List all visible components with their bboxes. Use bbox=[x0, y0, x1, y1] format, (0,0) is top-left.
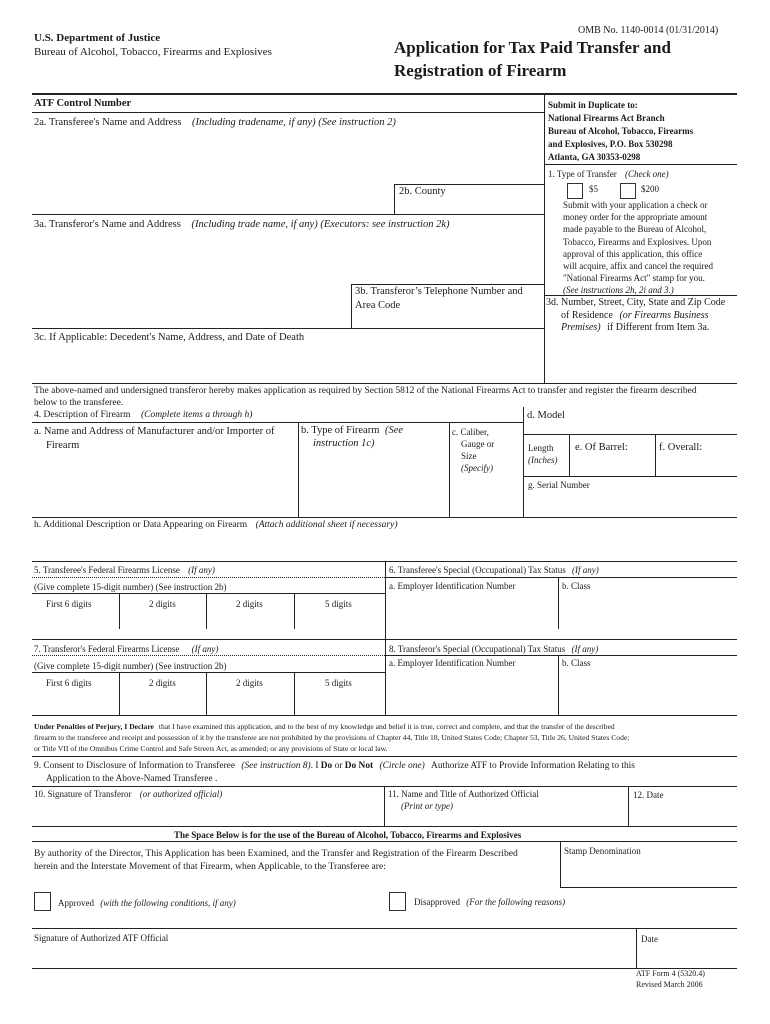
item-12-input[interactable] bbox=[632, 802, 734, 824]
perjury-top bbox=[32, 715, 737, 716]
item-7-sub-bottom bbox=[32, 672, 385, 673]
item-7-col-2: 2 digits bbox=[149, 678, 176, 688]
item-11-note: (Print or type) bbox=[401, 801, 453, 811]
submit-line2: National Firearms Act Branch bbox=[548, 113, 665, 123]
item-4e-input[interactable] bbox=[572, 456, 654, 474]
item-10-input[interactable] bbox=[36, 802, 380, 824]
item-4a-input[interactable] bbox=[36, 454, 294, 514]
atf-date-input[interactable] bbox=[640, 946, 734, 966]
approved-label: Approved (with the following conditions, if any) bbox=[58, 898, 236, 908]
disapproved-checkbox[interactable] bbox=[389, 892, 406, 911]
item-5-label-bottom bbox=[32, 577, 385, 578]
item-5-sub: (Give complete 15-digit number) (See instruction 2b) bbox=[34, 582, 227, 592]
item-4g-input[interactable] bbox=[526, 492, 734, 514]
item-4c-label-4: (Specify) bbox=[461, 463, 493, 473]
item-4f-label: f. Overall: bbox=[659, 442, 703, 453]
bureau-name: Bureau of Alcohol, Tobacco, Firearms and Explosives bbox=[34, 46, 272, 58]
perjury-line1: Under Penalties of Perjury, I Declare that I have examined this application, and to the best of my knowledge and belief it is true, correct and complete, and that the transfer of the described bbox=[34, 722, 615, 731]
item-3c-input[interactable] bbox=[36, 346, 536, 380]
item-12-label: 12. Date bbox=[633, 790, 664, 800]
item-3d-input[interactable] bbox=[548, 336, 734, 380]
item-11-input[interactable] bbox=[388, 812, 624, 824]
item-5-col-1: First 6 digits bbox=[46, 599, 92, 609]
item-8a-label: a. Employer Identification Number bbox=[389, 658, 516, 668]
length-label: Length bbox=[528, 443, 554, 453]
stamp-bottom bbox=[560, 887, 737, 888]
form-revision: Revised March 2006 bbox=[636, 980, 703, 989]
form-title-line2: Registration of Firearm bbox=[394, 61, 567, 80]
item-4b-left bbox=[298, 422, 299, 517]
atf-control-divider bbox=[32, 112, 544, 113]
item-8b-label: b. Class bbox=[562, 658, 591, 668]
stamp-denomination-label: Stamp Denomination bbox=[564, 846, 641, 856]
item-3d-line2: of Residence (or Firearms Business bbox=[561, 310, 709, 321]
transfer-instructions-4: Tobacco, Firearms and Explosives. Upon bbox=[563, 237, 712, 247]
item-4c-label-1: c. Caliber, bbox=[452, 427, 489, 437]
application-statement-1: The above-named and undersigned transferor hereby makes application as required by Section 5812 of the National Firearms Act to transfer and register the firearm described bbox=[34, 386, 697, 396]
transfer-200-label: $200 bbox=[641, 184, 659, 194]
item-11-left bbox=[384, 786, 385, 826]
item-7-label-bottom bbox=[32, 655, 385, 656]
item-5-col-2: 2 digits bbox=[149, 599, 176, 609]
transfer-instructions-7: "National Firearms Act" stamp for you. bbox=[563, 273, 705, 283]
item-8b-input[interactable] bbox=[562, 672, 734, 712]
transfer-instructions-3: made payable to the Bureau of Alcohol, bbox=[563, 224, 707, 234]
model-divider bbox=[523, 407, 524, 517]
item-6-div bbox=[558, 577, 559, 629]
item-7-label: 7. Transferor's Federal Firearms License (If any) bbox=[34, 644, 219, 654]
atf-heading-bottom bbox=[32, 841, 737, 842]
item-8-label: 8. Transferor's Special (Occupational) Tax Status (If any) bbox=[389, 644, 599, 654]
serial-row-top bbox=[523, 476, 737, 477]
transfer-5-label: $5 bbox=[589, 184, 598, 194]
department-name: U.S. Department of Justice bbox=[34, 32, 161, 44]
atf-authority-1: By authority of the Director, This Application has been Examined, and the Transfer and Registration of the Firearm Described bbox=[34, 848, 518, 859]
item-3b-label-2: Area Code bbox=[355, 300, 401, 311]
item-5-sub-bottom bbox=[32, 593, 385, 594]
item-8-div bbox=[558, 655, 559, 715]
item-9-line2: Application to the Above-Named Transferee . bbox=[46, 774, 218, 784]
atf-section-top bbox=[32, 826, 737, 827]
item-6-label-bottom bbox=[385, 577, 737, 578]
overall-divider bbox=[655, 434, 656, 476]
item-3b-left bbox=[351, 284, 352, 328]
transfer-type-label: 1. Type of Transfer (Check one) bbox=[548, 169, 669, 179]
atf-sig-bottom bbox=[32, 968, 737, 969]
item-5-col-3: 2 digits bbox=[236, 599, 263, 609]
item-12-left bbox=[628, 786, 629, 826]
item-5-label: 5. Transferee's Federal Firearms License (If any) bbox=[34, 565, 215, 575]
item-4b-label-2: instruction 1c) bbox=[313, 438, 375, 449]
consent-do-not[interactable]: Do Not bbox=[344, 761, 374, 771]
perjury-line3: or Title VII of the Omnibus Crime Control and Safe Streets Act, as amended; or any provisions of State or local law. bbox=[34, 744, 388, 753]
item-4-label: 4. Description of Firearm (Complete items a through h) bbox=[34, 410, 253, 420]
item-8-label-bottom bbox=[385, 655, 737, 656]
item-5-col-4: 5 digits bbox=[325, 599, 352, 609]
item-3a-label: 3a. Transferor's Name and Address (Including trade name, if any) (Executors: see instruction 2k) bbox=[34, 219, 450, 230]
item-3d-line1: 3d. Number, Street, City, State and Zip Code bbox=[546, 297, 726, 308]
perjury-line2: firearm to the transferee and receipt and possession of it by the transferee are not prohibited by the provisions of Chapter 44, Title 18, United States Code; Chapter 53, Title 26, United States Code; bbox=[34, 733, 630, 742]
approved-checkbox[interactable] bbox=[34, 892, 51, 911]
atf-date-left bbox=[636, 928, 637, 968]
item-6-label: 6. Transferee's Special (Occupational) Tax Status (If any) bbox=[389, 565, 599, 575]
disapproved-label: Disapproved (For the following reasons) bbox=[414, 897, 566, 907]
perjury-bottom bbox=[32, 756, 737, 757]
item-4g-label: g. Serial Number bbox=[528, 480, 590, 490]
item-8a-input[interactable] bbox=[389, 672, 554, 712]
inches-label: (Inches) bbox=[528, 455, 558, 465]
item-4c-left bbox=[449, 422, 450, 517]
item-4b-label-1: b. Type of Firearm (See bbox=[301, 425, 404, 436]
transfer-instructions-2: money order for the appropriate amount bbox=[563, 212, 708, 222]
item-6a-input[interactable] bbox=[389, 594, 554, 626]
atf-sig-top bbox=[32, 928, 737, 929]
item-4h-input[interactable] bbox=[36, 533, 734, 557]
atf-date-label: Date bbox=[641, 934, 658, 944]
item-2b-left bbox=[394, 184, 395, 214]
item-11-label: 11. Name and Title of Authorized Official bbox=[388, 789, 539, 799]
transfer-instructions-ref: (See instructions 2h, 2i and 3.) bbox=[563, 285, 674, 295]
item-3a-input[interactable] bbox=[36, 234, 346, 324]
item-2a-label: 2a. Transferee's Name and Address (Including tradename, if any) (See instruction 2) bbox=[34, 117, 396, 128]
section-top-divider bbox=[32, 383, 737, 384]
form-title-line1: Application for Tax Paid Transfer and bbox=[394, 38, 671, 57]
item-10-label: 10. Signature of Transferor (or authorized official) bbox=[34, 789, 223, 799]
item-2a-input[interactable] bbox=[36, 132, 536, 182]
item-4e-label: e. Of Barrel: bbox=[575, 442, 628, 453]
item-4a-label-2: Firearm bbox=[46, 440, 80, 451]
submit-box-bottom bbox=[544, 164, 737, 165]
item-7-col-3: 2 digits bbox=[236, 678, 263, 688]
submit-line3: Bureau of Alcohol, Tobacco, Firearms bbox=[548, 126, 694, 136]
item-2b-bottom bbox=[32, 214, 544, 215]
item-3c-label: 3c. If Applicable: Decedent's Name, Address, and Date of Death bbox=[34, 332, 305, 343]
transfer-200-checkbox[interactable] bbox=[620, 183, 636, 199]
transfer-instructions-1: Submit with your application a check or bbox=[563, 200, 708, 210]
item-6-left bbox=[385, 561, 386, 715]
item-9-line1: 9. Consent to Disclosure of Information to Transferee (See instruction 8). I Do or Do Not (Circle one) Authorize ATF to Provide Information Relating to this bbox=[34, 761, 635, 771]
item-4b-input[interactable] bbox=[302, 454, 444, 514]
omb-number: OMB No. 1140-0014 (01/31/2014) bbox=[578, 25, 719, 36]
stamp-left bbox=[560, 841, 561, 887]
item-5-input[interactable] bbox=[36, 611, 382, 629]
transfer-instructions-5: approval of this application, this office bbox=[563, 249, 703, 259]
submit-line4: and Explosives, P.O. Box 530298 bbox=[548, 139, 673, 149]
item-3b-top bbox=[351, 284, 544, 285]
item-2b-label: 2b. County bbox=[399, 186, 446, 197]
item-7-col-1: First 6 digits bbox=[46, 678, 92, 688]
item-4c-label-2: Gauge or bbox=[461, 439, 495, 449]
top-rule bbox=[32, 93, 737, 95]
transfer-5-checkbox[interactable] bbox=[567, 183, 583, 199]
item-7-top bbox=[32, 639, 737, 640]
atf-signature-label: Signature of Authorized ATF Official bbox=[34, 933, 169, 943]
atf-section-heading: The Space Below is for the use of the Bureau of Alcohol, Tobacco, Firearms and Explosives bbox=[174, 830, 522, 840]
item-6b-input[interactable] bbox=[562, 594, 734, 626]
atf-authority-2: herein and the Interstate Movement of that Firearm, when Applicable, to the Transferee are: bbox=[34, 861, 386, 872]
atf-signature-input[interactable] bbox=[36, 946, 628, 966]
item-6a-label: a. Employer Identification Number bbox=[389, 581, 516, 591]
item-4d-label: d. Model bbox=[527, 410, 565, 421]
item-4h-label: h. Additional Description or Data Appearing on Firearm (Attach additional sheet if necessary) bbox=[34, 520, 398, 530]
item-4-bottom bbox=[32, 517, 737, 518]
item-4a-label-1: a. Name and Address of Manufacturer and/or Importer of bbox=[34, 426, 275, 437]
item-7-input[interactable] bbox=[36, 690, 382, 712]
item-4c-label-3: Size bbox=[461, 451, 477, 461]
application-statement-2: below to the transferee. bbox=[34, 398, 124, 408]
transfer-instructions-6: will acquire, affix and cancel the required bbox=[563, 261, 714, 271]
item-7-col-4: 5 digits bbox=[325, 678, 352, 688]
item-3d-line3: Premises) if Different from Item 3a. bbox=[561, 322, 710, 333]
length-row-top bbox=[523, 434, 737, 435]
item-3b-bottom bbox=[32, 328, 544, 329]
item-2b-top bbox=[394, 184, 544, 185]
item-3b-label-1: 3b. Transferor’s Telephone Number and bbox=[355, 286, 523, 297]
transfer-type-bottom bbox=[544, 295, 737, 296]
item-6b-label: b. Class bbox=[562, 581, 591, 591]
submit-line1: Submit in Duplicate to: bbox=[548, 100, 638, 110]
right-column-divider bbox=[544, 95, 545, 383]
atf-control-number-label: ATF Control Number bbox=[34, 98, 132, 109]
submit-line5: Atlanta, GA 30353-0298 bbox=[548, 152, 641, 162]
barrel-divider bbox=[569, 434, 570, 476]
form-number: ATF Form 4 (5320.4) bbox=[636, 969, 705, 978]
item-4f-input[interactable] bbox=[658, 456, 736, 474]
item-7-sub: (Give complete 15-digit number) (See instruction 2b) bbox=[34, 661, 227, 671]
consent-do[interactable]: Do bbox=[320, 761, 333, 771]
item-4c-input[interactable] bbox=[452, 476, 520, 514]
